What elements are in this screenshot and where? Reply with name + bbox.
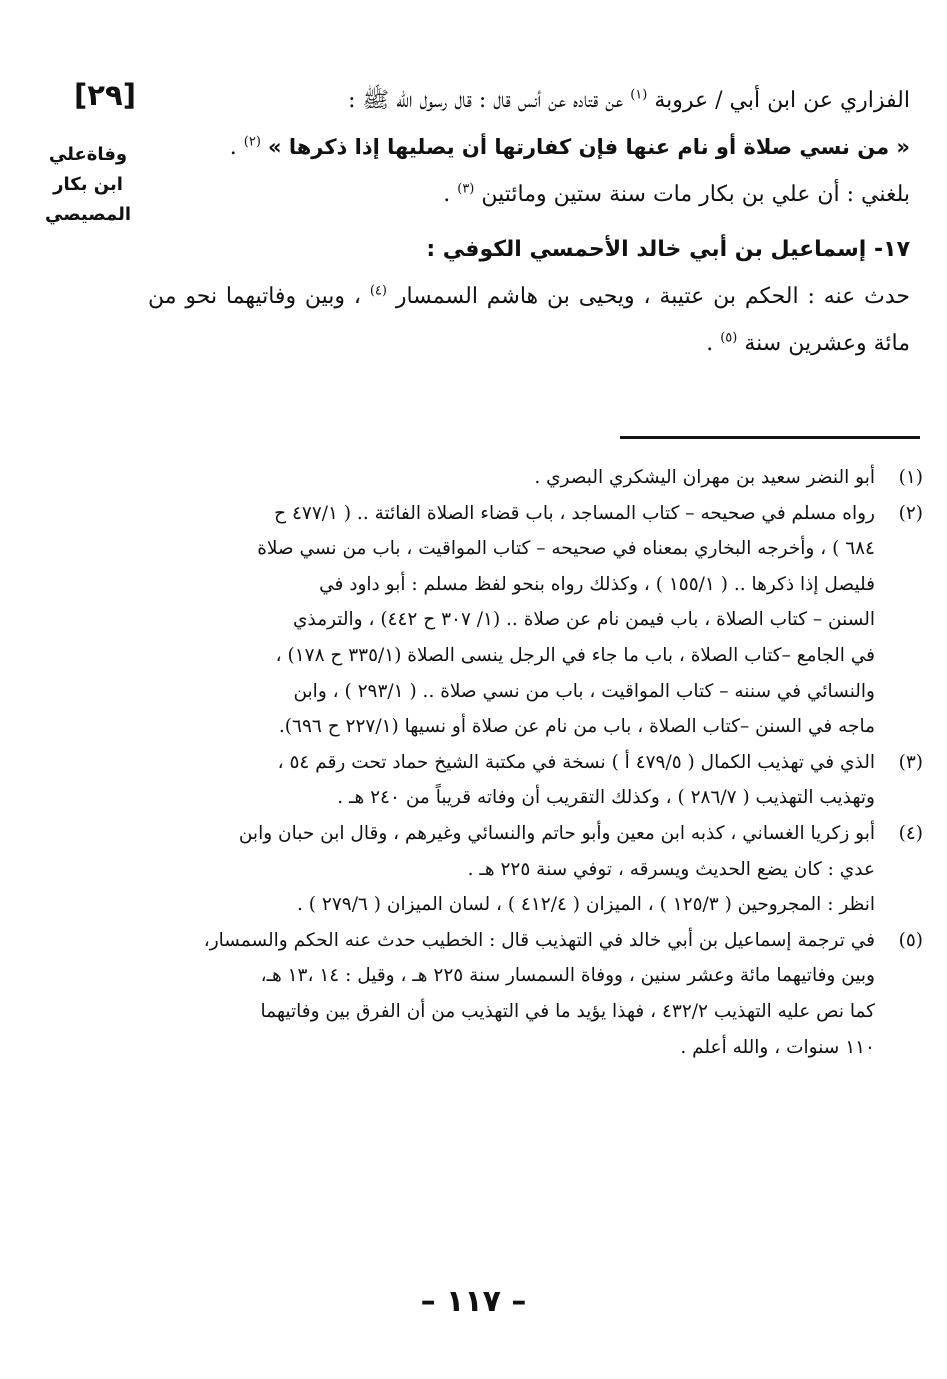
footnote-divider: [620, 436, 920, 439]
footnote-ref: (٢): [243, 134, 261, 150]
footnote-number: (٤): [898, 822, 923, 844]
text-line: بلغني : أن علي بن بكار مات سنة ستين ومائتين $^{(٣)}$ .: [443, 181, 910, 207]
main-text: [148, 77, 910, 367]
margin-note-line: وفاةعلي: [48, 144, 128, 165]
page-number: – ١١٧ –: [420, 1284, 527, 1319]
footnote-number: (٥): [898, 929, 923, 951]
footnote-text: أبو النضر سعيد بن مهران اليشكري البصري .: [534, 467, 875, 488]
text-line: الفزاري عن ابن أبي / عروبة $^{(١)}$ عن قتاده عن أنس قال : قال رسول الله ﷺ :: [348, 87, 910, 113]
footnote: [148, 460, 923, 496]
margin-note-line: المصيصي: [44, 204, 132, 225]
footnote-number: (٣): [898, 751, 923, 773]
footnote-ref: (٥): [720, 330, 738, 346]
footnote-number: (١): [898, 467, 923, 488]
footnote-number: (٢): [898, 502, 923, 524]
footnotes: [148, 460, 923, 1065]
footnote: [148, 816, 923, 923]
margin-note: [38, 140, 138, 230]
footnote-ref: (٤): [369, 283, 387, 299]
footnote-ref: (٣): [457, 181, 475, 197]
footnote-ref: (١): [630, 87, 648, 103]
section-heading: ١٧- إسماعيل بن أبي خالد الأحمسي الكوفي :: [426, 237, 910, 262]
footnote: [148, 745, 923, 816]
hadith-text: « من نسي صلاة أو نام عنها فإن كفارتها أن يصليها إذا ذكرها » $^{(٢)}$ .: [229, 134, 910, 160]
footnote: [148, 496, 923, 745]
footnote-text: في ترجمة إسماعيل بن أبي خالد في التهذيب قال : الخطيب حدث عنه الحكم والسمسار، وبين وفاتيهما مائة وعشر سنين ، ووفاة السمسار سنة ٢٢٥ هـ ، وقيل : ١٤ ،١٣ هـ، كما نص عليه التهذيب ٤٣٢/٢ ، فهذا يؤيد ما في التهذيب من أن الفرق بين وفاتيهما ١١٠ سنوات ، والله أعلم .: [203, 929, 875, 1058]
paragraph: حدث عنه : الحكم بن عتيبة ، ويحيى بن هاشم السمسار $^{(٤)}$ ، وبين وفاتيهما نحو من مائة وعشرين سنة $^{(٥)}$ .: [148, 283, 910, 356]
margin-note-line: ابن بكار: [53, 174, 123, 195]
footnote-text: أبو زكريا الغساني ، كذبه ابن معين وأبو حاتم والنسائي وغيرهم ، وقال ابن حبان وابن عدي : كان يضع الحديث ويسرقه ، توفي سنة ٢٢٥ هـ . انظر : المجروحين ( ١٢٥/٣ ) ، الميزان ( ٤١٢/٤ ) ، لسان الميزان ( ٢٧٩/٦ ) .: [238, 822, 875, 916]
margin-entry-number: [٢٩]: [74, 78, 136, 112]
footnote-text: رواه مسلم في صحيحه – كتاب المساجد ، باب قضاء الصلاة الفائتة .. ( ٤٧٧/١ ح ٦٨٤ ) ، وأخرجه البخاري بمعناه في صحيحه – كتاب المواقيت ، باب من نسي صلاة فليصل إذا ذكرها .. ( ١٥٥/١ ) ، وكذلك رواه بنحو لفظ مسلم : أبو داود في السنن – كتاب الصلاة ، باب فيمن نام عن صلاة .. (١/ ٣٠٧ ح ٤٤٢) ، والترمذي في الجامع –كتاب الصلاة ، باب ما جاء في الرجل ينسى الصلاة (٣٣٥/١ ح ١٧٨) ، والنسائي في سننه – كتاب المواقيت ، باب من نسي صلاة .. ( ٢٩٣/١ ) ، وابن ماجه في السنن –كتاب الصلاة ، باب من نام عن صلاة أو نسيها (٢٢٧/١ ح ٦٩٦).: [257, 502, 875, 738]
footnote-text: الذي في تهذيب الكمال ( ٤٧٩/٥ أ ) نسخة في مكتبة الشيخ حماد تحت رقم ٥٤ ، وتهذيب التهذيب ( ٢٨٦/٧ ) ، وكذلك التقريب أن وفاته قريباً من ٢٤٠ هـ .: [277, 751, 875, 809]
footnote: [148, 923, 923, 1065]
